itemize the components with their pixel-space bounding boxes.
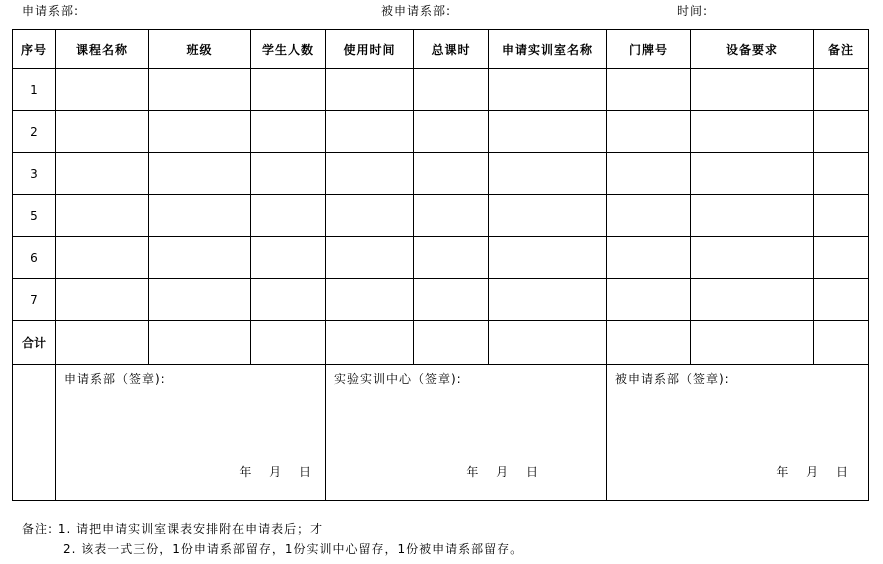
total-cell[interactable] [251, 321, 326, 365]
center-signature-cell[interactable] [326, 365, 607, 501]
room-number-cell[interactable] [607, 195, 691, 237]
remarks-cell[interactable] [814, 69, 869, 111]
course-name-cell[interactable] [56, 237, 149, 279]
class-cell[interactable] [149, 195, 251, 237]
total-cell[interactable] [326, 321, 414, 365]
lab-name-cell[interactable] [489, 153, 607, 195]
class-cell[interactable] [149, 279, 251, 321]
header-row [13, 30, 869, 69]
total-row [13, 321, 869, 365]
notes [22, 519, 523, 559]
table-row [13, 279, 869, 321]
note-line-1: 备注: 1. 请把申请实训室课表安排附在申请表后；才 [22, 522, 324, 536]
lab-name-cell[interactable] [489, 111, 607, 153]
target-signature-cell[interactable] [607, 365, 869, 501]
total-cell[interactable] [814, 321, 869, 365]
room-number-cell[interactable] [607, 153, 691, 195]
col-index: 序号 [13, 30, 56, 69]
target-dept-label: 被申请系部: [381, 4, 452, 18]
equipment-cell[interactable] [691, 237, 814, 279]
total-label: 合计 [13, 321, 56, 365]
center-signature-label: 实验实训中心（签章): [334, 372, 462, 386]
course-name-cell[interactable] [56, 279, 149, 321]
col-class: 班级 [149, 30, 251, 69]
course-name-cell[interactable] [56, 195, 149, 237]
col-total-hours: 总课时 [414, 30, 489, 69]
equipment-cell[interactable] [691, 111, 814, 153]
table-row [13, 153, 869, 195]
usage-time-cell[interactable] [326, 237, 414, 279]
remarks-cell[interactable] [814, 111, 869, 153]
class-cell[interactable] [149, 111, 251, 153]
table-row [13, 69, 869, 111]
application-table [12, 29, 869, 501]
total-cell[interactable] [489, 321, 607, 365]
signature-row [13, 365, 869, 501]
table-row [13, 237, 869, 279]
row-index: 7 [13, 279, 56, 321]
room-number-cell[interactable] [607, 279, 691, 321]
lab-name-cell[interactable] [489, 195, 607, 237]
lab-name-cell[interactable] [489, 69, 607, 111]
total-cell[interactable] [56, 321, 149, 365]
total-hours-cell[interactable] [414, 237, 489, 279]
row-index: 2 [13, 111, 56, 153]
table-row [13, 111, 869, 153]
room-number-cell[interactable] [607, 237, 691, 279]
equipment-cell[interactable] [691, 195, 814, 237]
table-row [13, 195, 869, 237]
total-hours-cell[interactable] [414, 279, 489, 321]
applicant-signature-label: 申请系部（签章): [64, 372, 166, 386]
usage-time-cell[interactable] [326, 279, 414, 321]
total-cell[interactable] [149, 321, 251, 365]
col-student-count: 学生人数 [251, 30, 326, 69]
remarks-cell[interactable] [814, 153, 869, 195]
course-name-cell[interactable] [56, 69, 149, 111]
student-count-cell[interactable] [251, 111, 326, 153]
col-course-name: 课程名称 [56, 30, 149, 69]
usage-time-cell[interactable] [326, 195, 414, 237]
class-cell[interactable] [149, 237, 251, 279]
student-count-cell[interactable] [251, 237, 326, 279]
remarks-cell[interactable] [814, 195, 869, 237]
class-cell[interactable] [149, 153, 251, 195]
total-cell[interactable] [691, 321, 814, 365]
room-number-cell[interactable] [607, 69, 691, 111]
date-label: 年 月 日 [776, 465, 848, 479]
total-cell[interactable] [607, 321, 691, 365]
col-room-number: 门牌号 [607, 30, 691, 69]
signature-blank-cell [13, 365, 56, 501]
total-hours-cell[interactable] [414, 69, 489, 111]
usage-time-cell[interactable] [326, 111, 414, 153]
room-number-cell[interactable] [607, 111, 691, 153]
row-index: 5 [13, 195, 56, 237]
col-equipment: 设备要求 [691, 30, 814, 69]
course-name-cell[interactable] [56, 111, 149, 153]
note-line-2: 2. 该表一式三份，1份申请系部留存，1份实训中心留存，1份被申请系部留存。 [63, 542, 524, 556]
class-cell[interactable] [149, 69, 251, 111]
applicant-dept-label: 申请系部: [22, 4, 80, 18]
total-hours-cell[interactable] [414, 195, 489, 237]
student-count-cell[interactable] [251, 69, 326, 111]
student-count-cell[interactable] [251, 279, 326, 321]
row-index: 1 [13, 69, 56, 111]
course-name-cell[interactable] [56, 153, 149, 195]
col-usage-time: 使用时间 [326, 30, 414, 69]
row-index: 6 [13, 237, 56, 279]
total-hours-cell[interactable] [414, 111, 489, 153]
col-remarks: 备注 [814, 30, 869, 69]
equipment-cell[interactable] [691, 279, 814, 321]
remarks-cell[interactable] [814, 237, 869, 279]
usage-time-cell[interactable] [326, 69, 414, 111]
col-lab-name: 申请实训室名称 [489, 30, 607, 69]
usage-time-cell[interactable] [326, 153, 414, 195]
row-index: 3 [13, 153, 56, 195]
total-cell[interactable] [414, 321, 489, 365]
equipment-cell[interactable] [691, 153, 814, 195]
target-signature-label: 被申请系部（签章): [615, 372, 730, 386]
total-hours-cell[interactable] [414, 153, 489, 195]
date-label: 年 月 日 [466, 465, 538, 479]
time-label: 时间: [677, 4, 709, 18]
lab-name-cell[interactable] [489, 237, 607, 279]
remarks-cell[interactable] [814, 279, 869, 321]
applicant-signature-cell[interactable] [56, 365, 326, 501]
lab-name-cell[interactable] [489, 279, 607, 321]
student-count-cell[interactable] [251, 153, 326, 195]
student-count-cell[interactable] [251, 195, 326, 237]
date-label: 年 月 日 [239, 465, 311, 479]
equipment-cell[interactable] [691, 69, 814, 111]
